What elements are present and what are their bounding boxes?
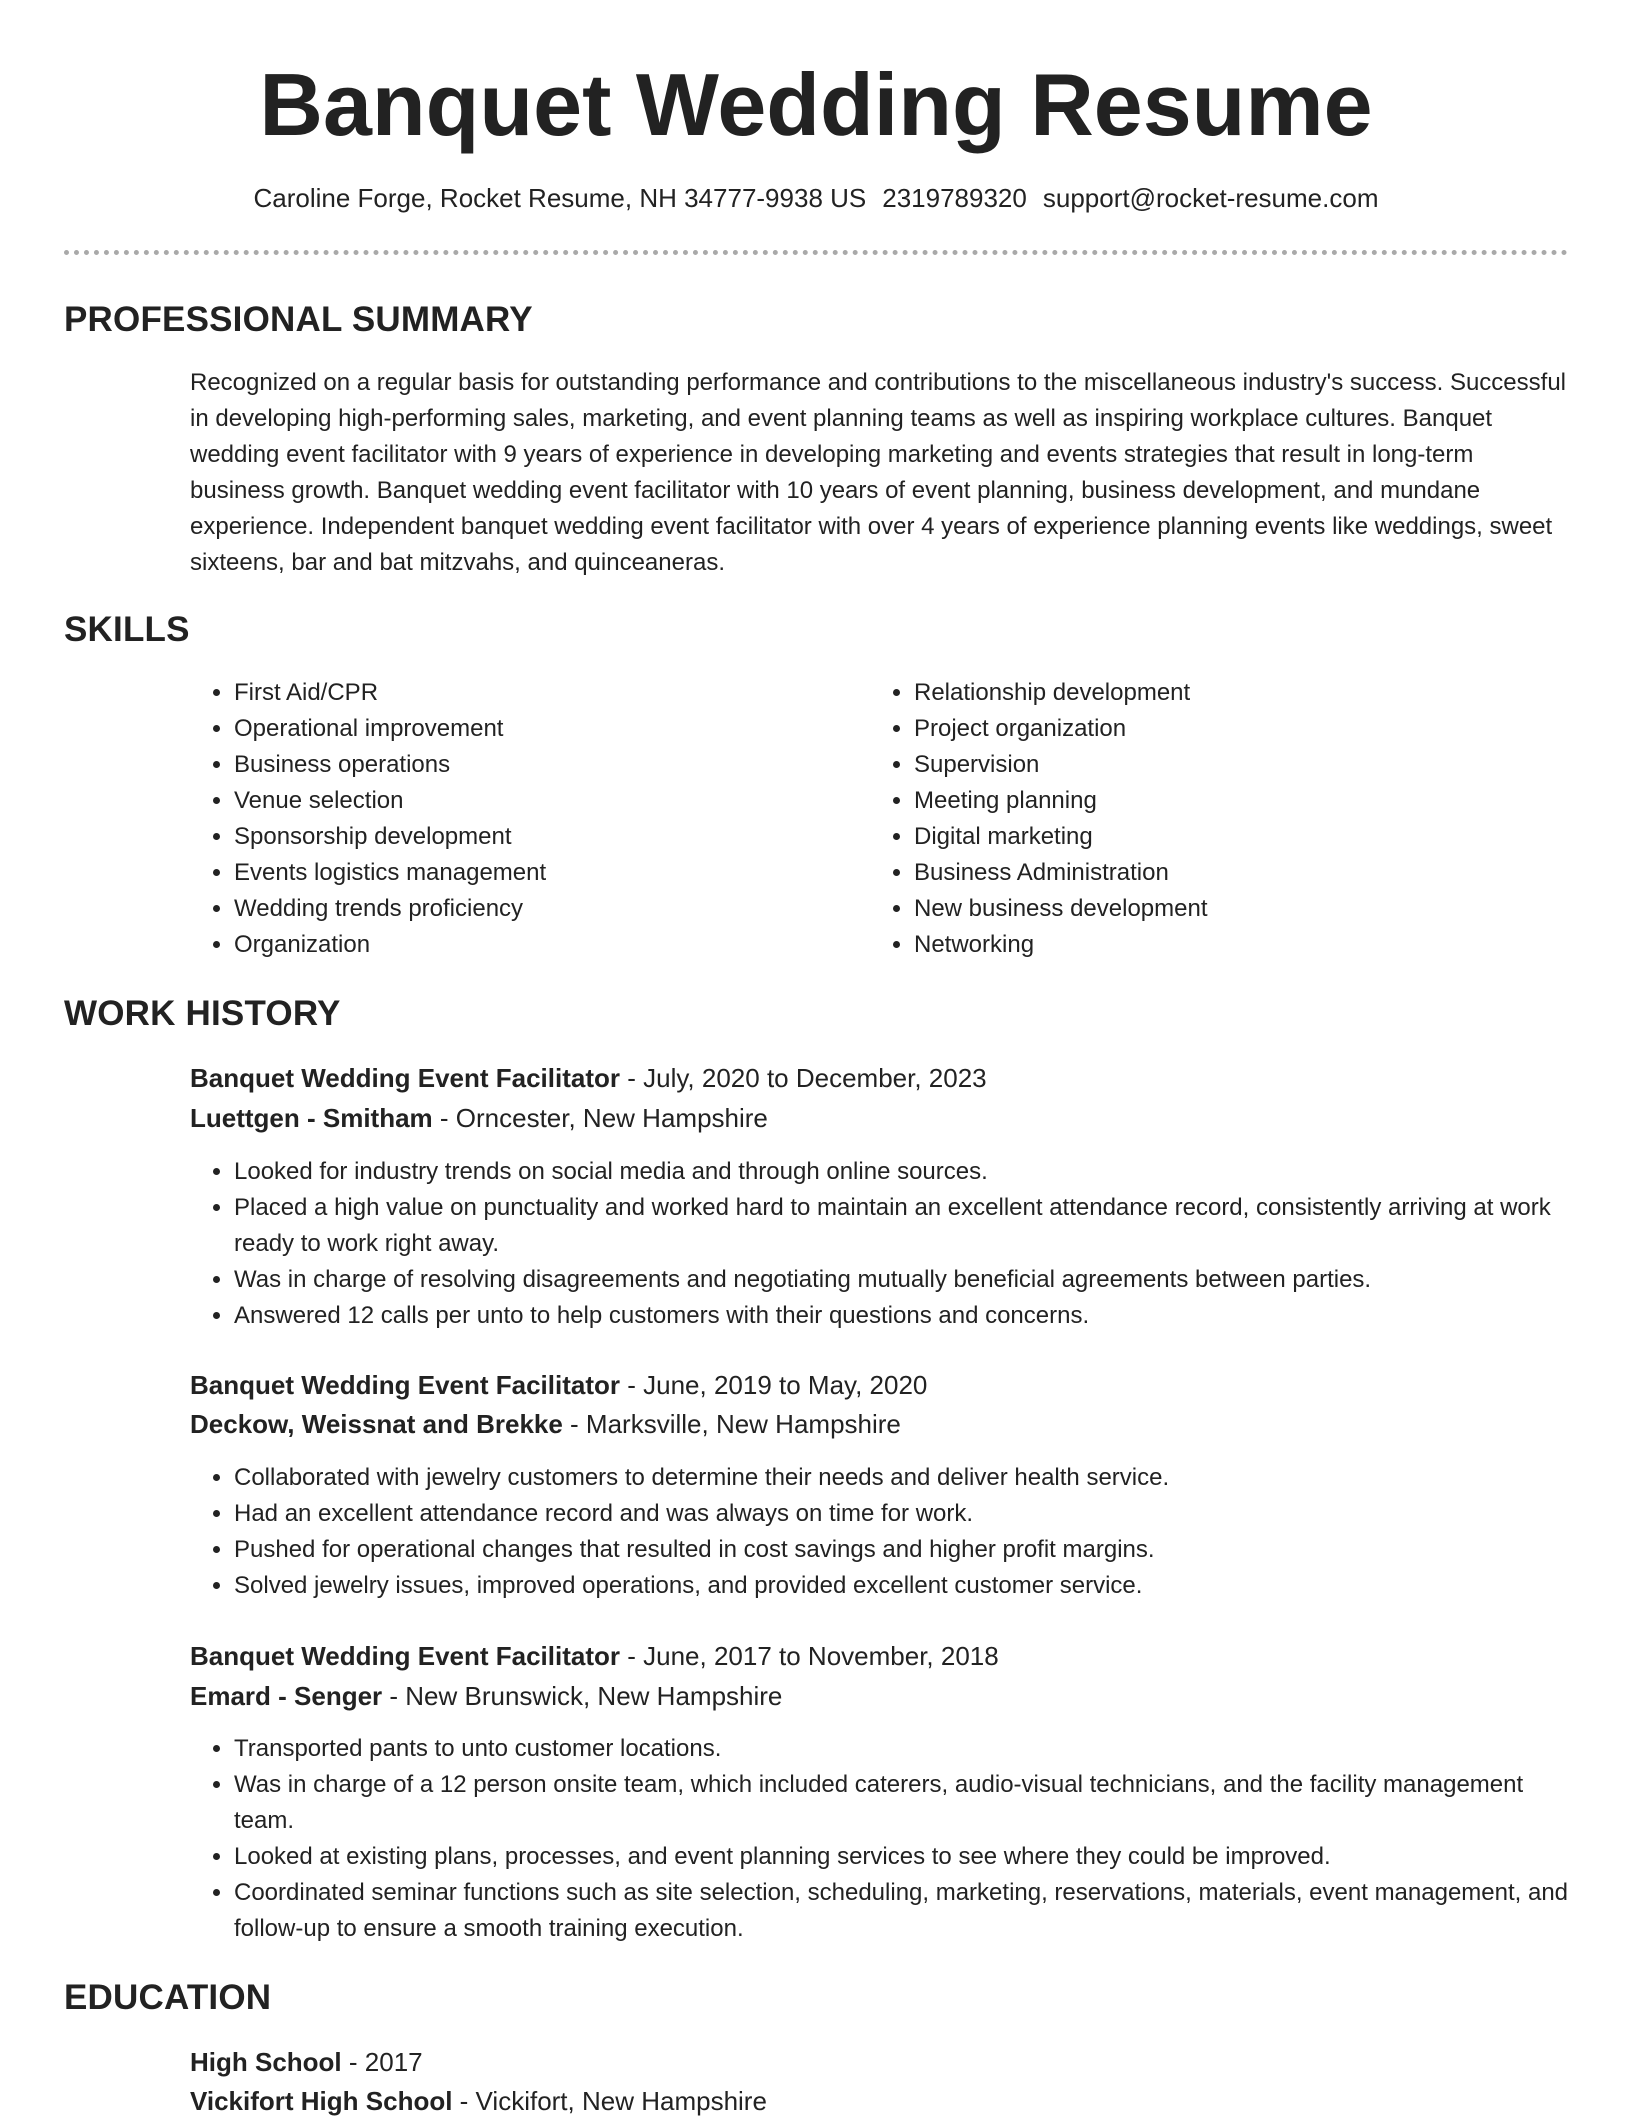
education-degree: High School [190, 2047, 342, 2077]
job-bullet: • Was in charge of resolving disagreements and negotiating mutually beneficial agreements between parties. [234, 1262, 1574, 1298]
skill-item: • Networking [914, 927, 1564, 963]
job-bullets [190, 1731, 1574, 1947]
contact-address: Caroline Forge, Rocket Resume, NH 34777-9938 US [253, 183, 867, 213]
contact-email: support@rocket-resume.com [1042, 183, 1379, 213]
job-location: - Marksville, New Hampshire [562, 1409, 901, 1439]
skill-item: • Wedding trends proficiency [234, 891, 834, 927]
skill-item: • Venue selection [234, 783, 834, 819]
job-company: Luettgen - Smitham [190, 1103, 433, 1133]
job-bullets [190, 1154, 1574, 1334]
education-year: - 2017 [341, 2047, 423, 2077]
skill-item: • Relationship development [914, 675, 1564, 711]
education-school-line [190, 2082, 767, 2120]
job-dates: - June, 2017 to November, 2018 [620, 1641, 999, 1671]
job-bullet: • Was in charge of a 12 person onsite team, which included caterers, audio-visual technicians, and the facility management team. [234, 1767, 1574, 1839]
job-title: Banquet Wedding Event Facilitator [190, 1641, 621, 1671]
education-degree-line [190, 2043, 423, 2081]
summary-text: Recognized on a regular basis for outstanding performance and contributions to the miscellaneous industry's success. Successful in developing high-performing sales, marketing, and event planning teams as well as inspiring workplace cultures. Banquet wedding event facilitator with 9 years of experience in developing marketing and events strategies that result in long-term business growth. Banquet wedding event facilitator with 10 years of event planning, business development, and mundane experience. Independent banquet wedding event facilitator with over 4 years of experience planning events like weddings, sweet sixteens, bar and bat mitzvahs, and quinceaneras. [190, 369, 1566, 576]
job-company-line [190, 1677, 782, 1715]
education-heading: EDUCATION [64, 1978, 272, 2017]
skill-item: • Meeting planning [914, 783, 1564, 819]
skill-item: • Operational improvement [234, 711, 834, 747]
job-bullet: • Looked for industry trends on social media and through online sources. [234, 1154, 1574, 1190]
skill-item: • Supervision [914, 747, 1564, 783]
contact-phone: 2319789320 [882, 183, 1027, 213]
resume-title: Banquet Wedding Resume [259, 55, 1373, 154]
header-divider [64, 250, 1568, 255]
education-location: - Vickifort, New Hampshire [452, 2086, 767, 2116]
job-bullets [190, 1460, 1574, 1604]
job-location: - New Brunswick, New Hampshire [382, 1681, 783, 1711]
skill-item: • Digital marketing [914, 819, 1564, 855]
job-bullet: • Transported pants to unto customer locations. [234, 1731, 1574, 1767]
job-bullet: • Answered 12 calls per unto to help customers with their questions and concerns. [234, 1298, 1574, 1334]
skill-item: • Project organization [914, 711, 1564, 747]
skill-item: • First Aid/CPR [234, 675, 834, 711]
skills-heading: SKILLS [64, 610, 190, 649]
skill-item: • Sponsorship development [234, 819, 834, 855]
job-company: Emard - Senger [190, 1681, 383, 1711]
job-bullet: • Solved jewelry issues, improved operations, and provided excellent customer service. [234, 1568, 1574, 1604]
job-dates: - July, 2020 to December, 2023 [620, 1063, 987, 1093]
job-company-line [190, 1099, 768, 1137]
skill-item: • Business Administration [914, 855, 1564, 891]
job-company: Deckow, Weissnat and Brekke [190, 1409, 563, 1439]
skill-item: • Events logistics management [234, 855, 834, 891]
skill-item: • Organization [234, 927, 834, 963]
skills-list-left [190, 675, 834, 963]
job-title-line [190, 1637, 999, 1675]
job-bullet: • Had an excellent attendance record and was always on time for work. [234, 1496, 1574, 1532]
contact-line [0, 180, 1632, 216]
work-heading: WORK HISTORY [64, 994, 341, 1033]
job-dates: - June, 2019 to May, 2020 [620, 1370, 928, 1400]
job-title: Banquet Wedding Event Facilitator [190, 1063, 621, 1093]
skills-list-right [870, 675, 1564, 963]
skill-item: • Business operations [234, 747, 834, 783]
job-location: - Orncester, New Hampshire [432, 1103, 768, 1133]
job-title-line [190, 1059, 987, 1097]
job-bullet: • Collaborated with jewelry customers to determine their needs and deliver health service. [234, 1460, 1574, 1496]
job-company-line [190, 1405, 901, 1443]
skill-item: • New business development [914, 891, 1564, 927]
job-bullet: • Pushed for operational changes that resulted in cost savings and higher profit margins. [234, 1532, 1574, 1568]
job-bullet: • Looked at existing plans, processes, and event planning services to see where they could be improved. [234, 1839, 1574, 1875]
job-title: Banquet Wedding Event Facilitator [190, 1370, 621, 1400]
job-bullet: • Placed a high value on punctuality and worked hard to maintain an excellent attendance record, consistently arriving at work ready to work right away. [234, 1190, 1574, 1262]
job-title-line [190, 1366, 927, 1404]
summary-heading: PROFESSIONAL SUMMARY [64, 300, 533, 339]
job-bullet: • Coordinated seminar functions such as site selection, scheduling, marketing, reservations, materials, event management, and follow-up to ensure a smooth training execution. [234, 1875, 1574, 1947]
education-school: Vickifort High School [190, 2086, 453, 2116]
